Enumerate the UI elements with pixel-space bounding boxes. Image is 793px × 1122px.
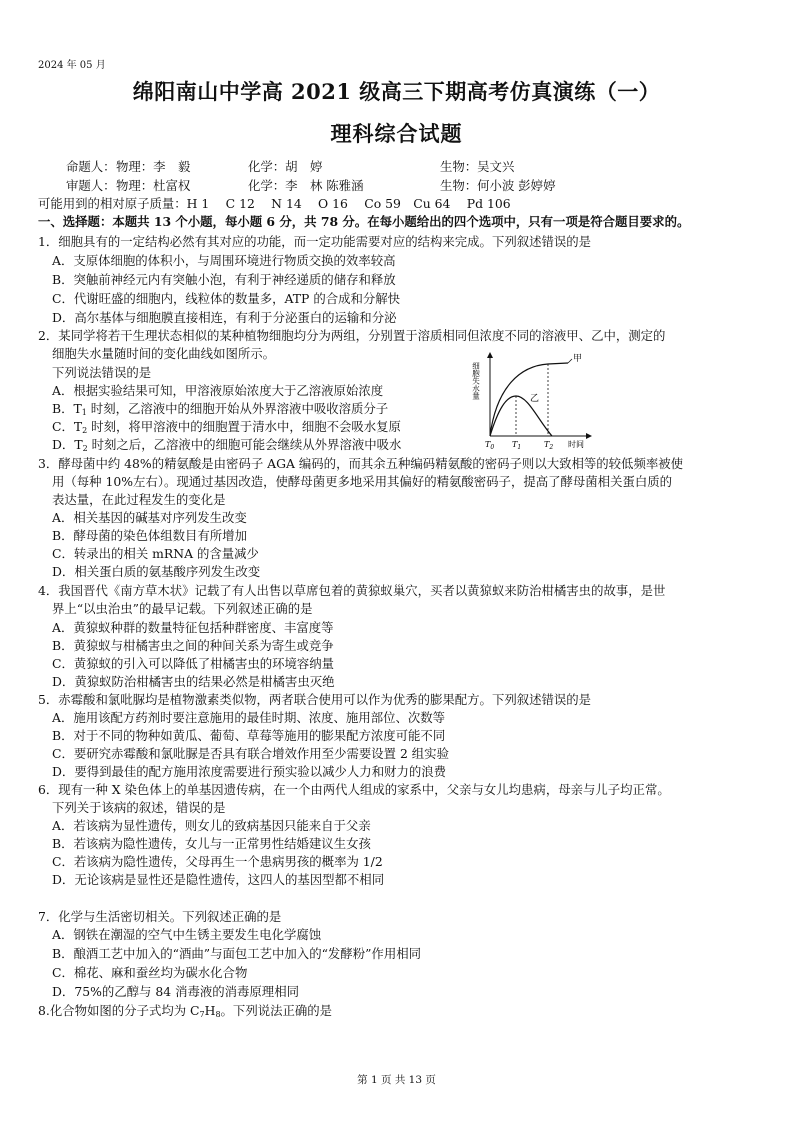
- exam-title: 绵阳南山中学高 2021 级高三下期高考仿真演练（一）: [132, 79, 661, 104]
- q3-stem-1: 3．酵母菌中约 48%的精氨酸是由密码子 AGA 编码的，而其余五种编码精氨酸的密码子则以大致相等的较低频率被使: [38, 456, 684, 471]
- q4-stem-1: 4．我国晋代《南方草木状》记载了有人出售以草席包着的黄猄蚁巢穴，买者以黄猄蚁来防治柑橘害虫的故事，是世: [38, 583, 666, 598]
- credits-author-physics: 物理：李 毅: [116, 159, 191, 174]
- credits-author-chemistry: 化学：胡 婷: [248, 159, 323, 174]
- section-1-heading: 一、选择题：本题共 13 个小题，每小题 6 分，共 78 分。在每小题给出的四个选项中，只有一项是符合题目要求的。: [38, 214, 690, 229]
- q2-stem-1: 2．某同学将若干生理状态相似的某种植物细胞均分为两组，分别置于溶质相同但浓度不同的溶液甲、乙中，测定的: [38, 328, 666, 343]
- atomic-masses: 可能用到的相对原子质量：H 1 C 12 N 14 O 16 Co 59 Cu 64 Pd 106: [38, 196, 511, 211]
- credits-author-label: 命题人：: [66, 159, 116, 174]
- q4-option-b: B．黄猄蚁与柑橘害虫之间的种间关系为寄生或竞争: [52, 638, 334, 653]
- jia-leader: [568, 359, 572, 363]
- q3-stem-2: 用（每种 10%左右）。现通过基因改造，使酵母菌更多地采用其偏好的精氨酸密码子，提高了酵母菌相关蛋白质的: [52, 474, 673, 489]
- exam-subtitle: 理科综合试题: [330, 121, 463, 146]
- q5-option-c: C．要研究赤霉酸和氯吡脲是否具有联合增效作用至少需要设置 2 组实验: [52, 746, 449, 761]
- credits-reviewer-chemistry: 化学：李 林 陈雅涵: [248, 178, 364, 193]
- credits-author-biology: 生物：吴文兴: [440, 159, 515, 174]
- graph-y-label: 细胞失水量: [471, 362, 481, 400]
- q6-option-c: C．若该病为隐性遗传，父母再生一个患病男孩的概率为 1/2: [52, 854, 383, 869]
- graph-tick-t1: $T_1$: [512, 440, 522, 450]
- q5-option-a: A．施用该配方药剂时要注意施用的最佳时期、浓度、施用部位、次数等: [52, 710, 446, 725]
- q7-option-b: B．酿酒工艺中加入的“酒曲”与面包工艺中加入的“发酵粉”作用相同: [52, 946, 421, 961]
- q5-option-d: D．要得到最佳的配方施用浓度需要进行预实验以减少人力和财力的浪费: [52, 764, 447, 779]
- graph-x-label: 时间: [568, 440, 584, 449]
- q7-stem: 7．化学与生活密切相关。下列叙述正确的是: [38, 909, 282, 924]
- q8-stem: 8.化合物如图的分子式均为 $C_7H_8$。下列说法正确的是: [38, 1003, 333, 1019]
- q3-option-c: C．转录出的相关 mRNA 的含量减少: [52, 546, 259, 561]
- q1-stem: 1．细胞具有的一定结构必然有其对应的功能，而一定功能需要对应的结构来完成。下列叙述错误的是: [38, 234, 592, 249]
- graph-x-arrow: [586, 433, 592, 439]
- graph-label-yi: 乙: [530, 394, 540, 404]
- graph-label-jia: 甲: [573, 354, 583, 364]
- q3-option-d: D．相关蛋白质的氨基酸序列发生改变: [52, 564, 261, 579]
- credits-reviewer-physics: 物理：杜富权: [116, 178, 191, 193]
- q3-stem-3: 表达量，在此过程发生的变化是: [52, 492, 226, 507]
- exam-date: 2024 年 05 月: [38, 60, 106, 71]
- q6-stem-2: 下列关于该病的叙述，错误的是: [52, 800, 226, 815]
- q2-stem-3: 下列说法错误的是: [52, 365, 152, 380]
- q7-option-a: A．钢铁在潮湿的空气中生锈主要发生电化学腐蚀: [52, 927, 322, 942]
- q2-option-c: C．$T_2$ 时刻，将甲溶液中的细胞置于清水中，细胞不会吸水复原: [52, 419, 401, 435]
- q2-option-d: D．$T_2$ 时刻之后，乙溶液中的细胞可能会继续从外界溶液中吸水: [52, 437, 402, 453]
- q7-option-c: C．棉花、麻和蚕丝均为碳水化合物: [52, 965, 248, 980]
- q1-option-d: D．高尔基体与细胞膜直接相连，有利于分泌蛋白的运输和分泌: [52, 310, 397, 325]
- q4-option-d: D．黄猄蚁防治柑橘害虫的结果必然是柑橘害虫灭绝: [52, 674, 335, 689]
- q4-option-a: A．黄猄蚁种群的数量特征包括种群密度、丰富度等: [52, 620, 334, 635]
- q3-option-b: B．酵母菌的染色体组数目有所增加: [52, 528, 247, 543]
- q5-stem: 5．赤霉酸和氯吡脲均是植物激素类似物，两者联合使用可以作为优秀的膨果配方。下列叙述错误的是: [38, 692, 592, 707]
- q2-option-a: A．根据实验结果可知，甲溶液原始浓度大于乙溶液原始浓度: [52, 383, 384, 398]
- q2-option-b: B．$T_1$ 时刻，乙溶液中的细胞开始从外界溶液中吸收溶质分子: [52, 401, 389, 417]
- q2-stem-2: 细胞失水量随时间的变化曲线如图所示。: [52, 346, 276, 361]
- page-footer: 第 1 页 共 13 页: [357, 1074, 436, 1086]
- q6-option-a: A．若该病为显性遗传，则女儿的致病基因只能来自于父亲: [52, 818, 371, 833]
- q1-option-b: B．突触前神经元内有突触小泡，有利于神经递质的储存和释放: [52, 272, 396, 287]
- q2-water-loss-graph: [468, 350, 594, 450]
- q6-option-b: B．若该病为隐性遗传，女儿与一正常男性结婚建议生女孩: [52, 836, 371, 851]
- q7-option-d: D．75%的乙醇与 84 消毒液的消毒原理相同: [52, 984, 299, 999]
- graph-y-arrow: [487, 352, 493, 358]
- q1-option-a: A．支原体细胞的体积小，与周围环境进行物质交换的效率较高: [52, 253, 396, 268]
- q6-option-d: D．无论该病是显性还是隐性遗传，这四人的基因型都不相同: [52, 872, 385, 887]
- graph-tick-t2: $T_2$: [544, 440, 554, 450]
- q3-option-a: A．相关基因的碱基对序列发生改变: [52, 510, 247, 525]
- q6-stem-1: 6．现有一种 X 染色体上的单基因遗传病，在一个由两代人组成的家系中，父亲与女儿均患病，母亲与儿子均正常。: [38, 782, 670, 797]
- q4-stem-2: 界上“以虫治虫”的最早记载。下列叙述正确的是: [52, 601, 313, 616]
- q1-option-c: C．代谢旺盛的细胞内，线粒体的数量多，ATP 的合成和分解快: [52, 291, 401, 306]
- credits-reviewer-label: 审题人：: [66, 178, 116, 193]
- q4-option-c: C．黄猄蚁的引入可以降低了柑橘害虫的环境容纳量: [52, 656, 335, 671]
- q5-option-b: B．对于不同的物种如黄瓜、葡萄、草莓等施用的膨果配方浓度可能不同: [52, 728, 446, 743]
- curve-jia: [490, 363, 568, 436]
- graph-tick-t0: $T_0$: [485, 440, 495, 450]
- credits-reviewer-biology: 生物：何小波 彭婷婷: [440, 178, 556, 193]
